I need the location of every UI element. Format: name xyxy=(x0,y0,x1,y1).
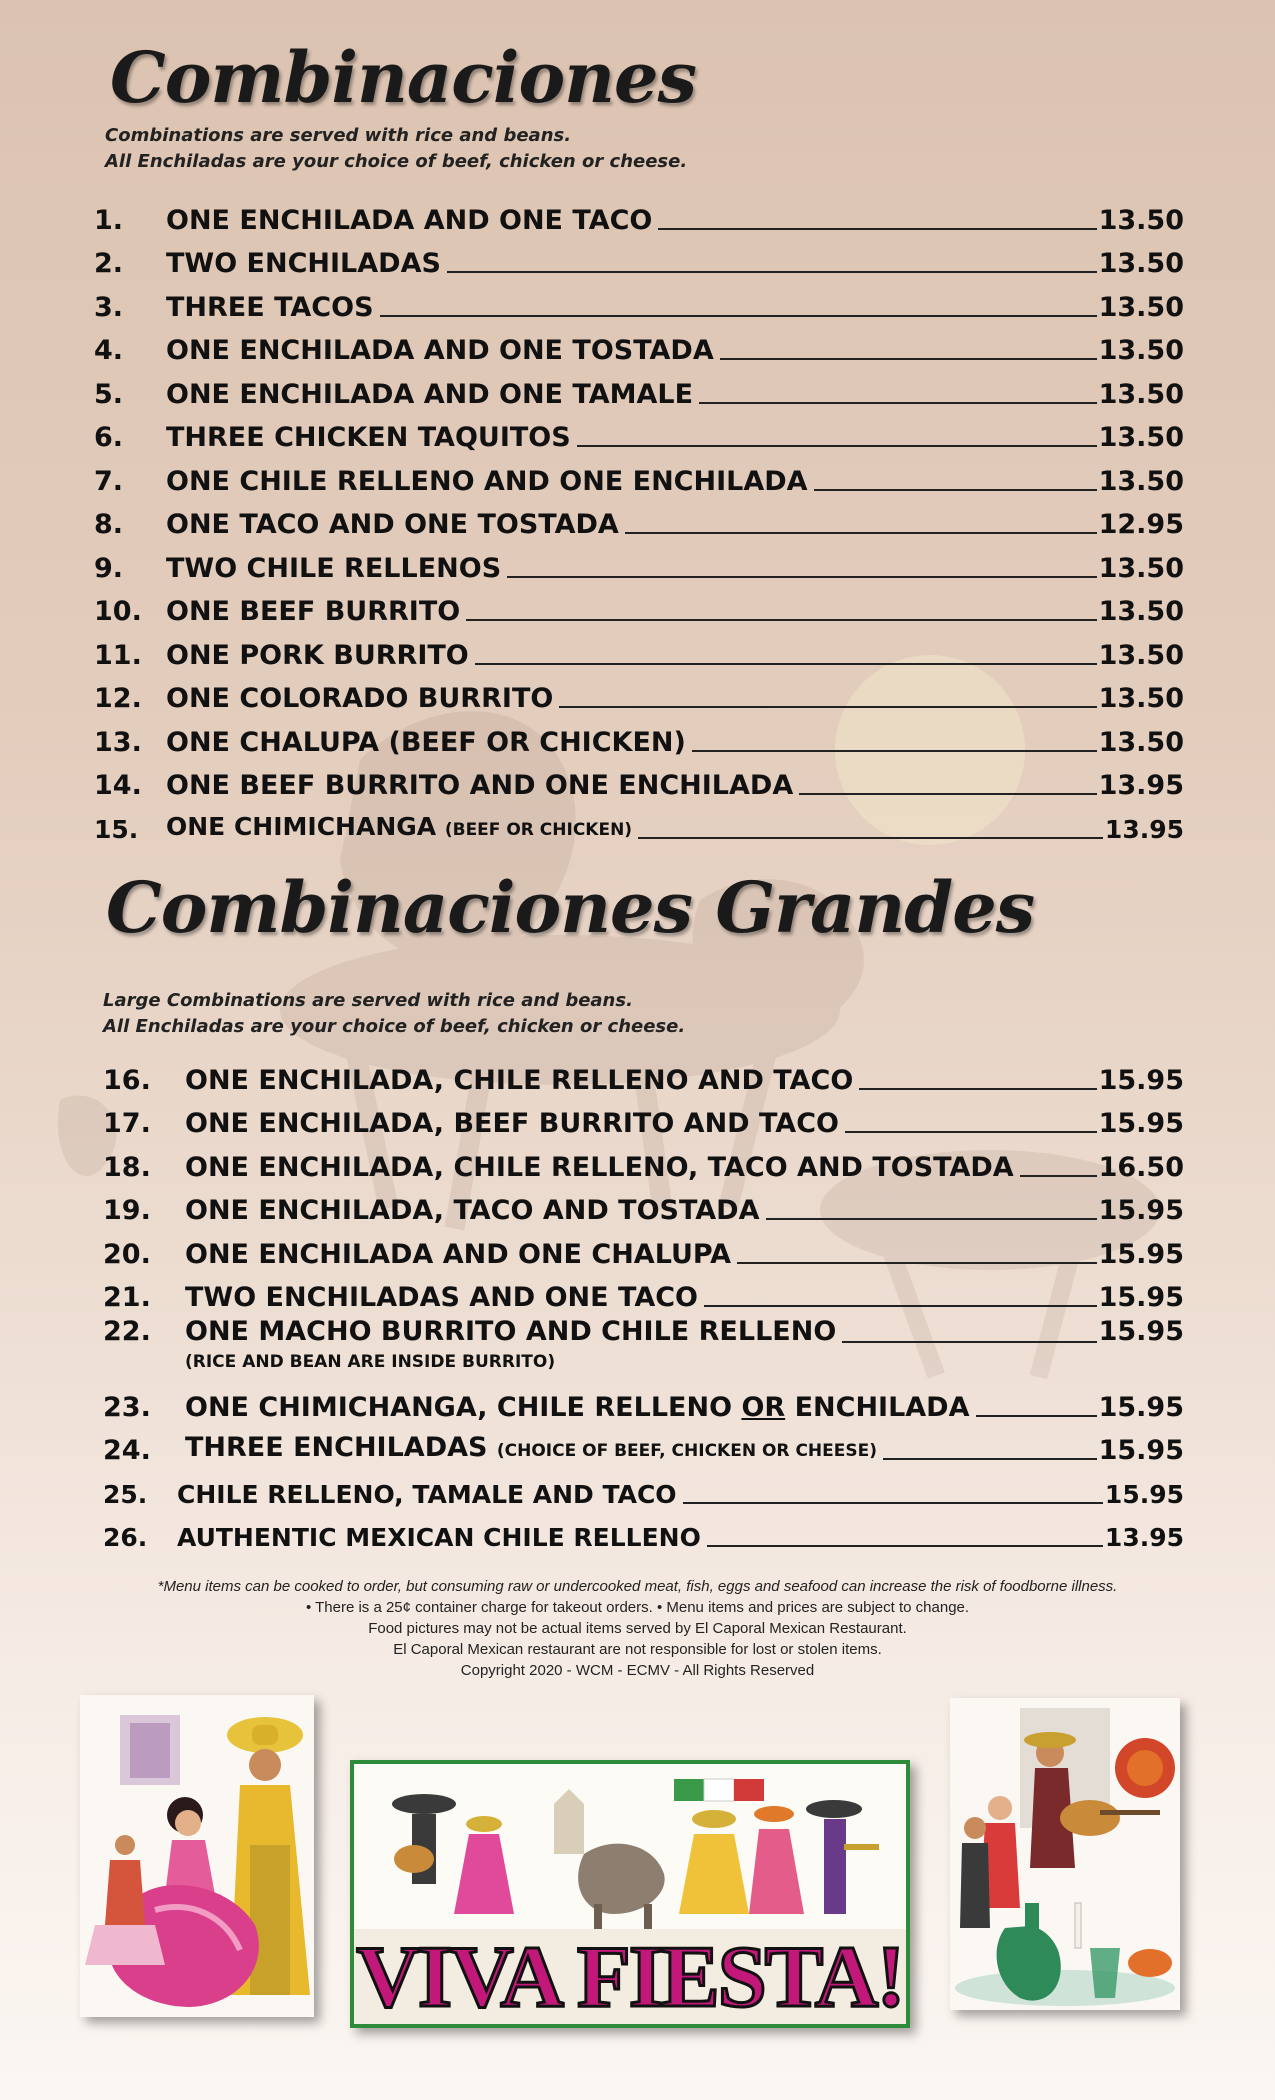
footnote-line: • There is a 25¢ container charge for takeout orders. • Menu items and prices are subject to change. xyxy=(305,1599,970,1616)
item-price: 13.95 xyxy=(1098,770,1184,801)
item-number: 7. xyxy=(94,465,124,497)
item-name: THREE TACOS xyxy=(166,291,374,323)
leader-line xyxy=(380,315,1097,317)
leader-line xyxy=(577,445,1097,447)
item-name: ONE ENCHILADA AND ONE TOSTADA xyxy=(166,335,714,366)
item-price: 15.95 xyxy=(1098,1238,1184,1270)
section-subtitle-combinaciones-grandes xyxy=(103,988,685,1040)
menu-item-row xyxy=(94,542,1184,586)
leader-line xyxy=(704,1305,1097,1307)
menu-item-row xyxy=(103,1468,1184,1512)
leader-line xyxy=(814,489,1097,491)
item-name: ONE ENCHILADA AND ONE CHALUPA xyxy=(185,1238,732,1270)
item-number: 26. xyxy=(103,1523,148,1552)
leader-line xyxy=(658,228,1096,230)
footnote-line: Food pictures may not be actual items served by El Caporal Mexican Restaurant. xyxy=(368,1620,907,1637)
item-name: ONE COLORADO BURRITO xyxy=(166,683,554,714)
menu-item-row xyxy=(94,716,1184,760)
item-sub-note: (RICE AND BEAN ARE INSIDE BURRITO) xyxy=(185,1352,556,1372)
menu-item-row xyxy=(94,325,1184,369)
item-price: 13.50 xyxy=(1098,335,1184,366)
leader-line xyxy=(683,1502,1103,1504)
item-number: 5. xyxy=(94,378,124,410)
menu-item-row xyxy=(103,1272,1184,1316)
leader-line xyxy=(559,706,1096,708)
item-number: 2. xyxy=(94,248,124,279)
item-name: ONE CHILE RELLENO AND ONE ENCHILADA xyxy=(166,465,808,497)
leader-line xyxy=(845,1131,1097,1133)
item-name: ONE ENCHILADA AND ONE TAMALE xyxy=(166,378,694,410)
item-price: 13.50 xyxy=(1098,639,1184,671)
leader-line xyxy=(699,402,1097,404)
item-name: ONE ENCHILADA, CHILE RELLENO AND TACO xyxy=(185,1064,854,1096)
item-number: 16. xyxy=(103,1064,151,1096)
menu-item-row xyxy=(94,499,1184,543)
menu-item-row xyxy=(94,760,1184,804)
subtitle-line: Combinations are served with rice and beans. xyxy=(105,125,572,146)
item-name: ONE PORK BURRITO xyxy=(166,639,469,671)
item-name: TWO ENCHILADAS xyxy=(166,248,441,279)
section-subtitle-combinaciones xyxy=(105,123,687,175)
item-number: 18. xyxy=(103,1151,151,1183)
leader-line xyxy=(766,1218,1097,1220)
menu-item-row xyxy=(94,586,1184,630)
item-price: 13.50 xyxy=(1098,422,1184,453)
viva-fiesta-title: VIVA FIESTA! xyxy=(356,1929,904,2024)
leader-line xyxy=(859,1088,1096,1090)
item-price: 15.95 xyxy=(1098,1435,1184,1466)
item-number: 25. xyxy=(103,1479,148,1509)
footnote-line: Copyright 2020 - WCM - ECMV - All Rights Reserved xyxy=(460,1662,815,1679)
item-number: 15. xyxy=(94,814,139,844)
item-name-main: ONE CHIMICHANGA xyxy=(166,811,437,841)
leader-line xyxy=(447,271,1097,273)
item-price: 15.95 xyxy=(1098,1391,1184,1423)
item-number: 14. xyxy=(94,770,142,801)
item-price: 15.95 xyxy=(1098,1195,1184,1226)
item-number: 9. xyxy=(94,552,124,584)
item-number: 11. xyxy=(94,639,142,671)
leader-line xyxy=(692,750,1097,752)
item-number: 23. xyxy=(103,1391,151,1423)
menu-item-row xyxy=(94,368,1184,412)
item-number: 3. xyxy=(94,291,124,323)
menu-item-row xyxy=(103,1315,1184,1381)
item-price: 13.50 xyxy=(1098,291,1184,323)
item-number: 10. xyxy=(94,596,142,627)
menu-item-row xyxy=(103,1228,1184,1272)
item-price: 13.50 xyxy=(1098,248,1184,279)
item-name: ONE MACHO BURRITO AND CHILE RELLENO xyxy=(185,1316,837,1347)
item-number: 19. xyxy=(103,1195,151,1226)
menu-item-row xyxy=(103,1381,1184,1425)
item-price: 13.95 xyxy=(1104,1523,1184,1552)
item-name: TWO ENCHILADAS AND ONE TACO xyxy=(185,1282,698,1313)
item-number: 1. xyxy=(94,204,124,236)
menu-footnote xyxy=(0,1576,1275,1681)
leader-line xyxy=(638,837,1103,839)
item-price: 13.50 xyxy=(1098,552,1184,584)
leader-line xyxy=(737,1262,1097,1264)
menu-item-row xyxy=(94,194,1184,238)
item-name: TWO CHILE RELLENOS xyxy=(166,552,502,584)
leader-line xyxy=(1020,1175,1097,1177)
subtitle-line: All Enchiladas are your choice of beef, chicken or cheese. xyxy=(103,1016,686,1037)
item-name: ONE CHALUPA (BEEF OR CHICKEN) xyxy=(166,726,686,758)
item-name: THREE CHICKEN TAQUITOS xyxy=(166,422,571,453)
leader-line xyxy=(625,532,1097,534)
item-name-note: (BEEF OR CHICKEN) xyxy=(444,819,633,840)
item-name-emphasis: OR xyxy=(741,1391,786,1423)
leader-line xyxy=(466,619,1096,621)
leader-line xyxy=(976,1415,1097,1417)
item-price: 13.95 xyxy=(1104,814,1184,844)
item-price: 13.50 xyxy=(1098,726,1184,758)
item-number: 17. xyxy=(103,1108,151,1139)
item-number: 24. xyxy=(103,1435,151,1466)
item-price: 12.95 xyxy=(1098,509,1184,540)
menu-item-row xyxy=(94,412,1184,456)
item-name: ONE TACO AND ONE TOSTADA xyxy=(166,509,619,540)
item-number: 8. xyxy=(94,509,124,540)
leader-line xyxy=(707,1545,1103,1547)
menu-item-row xyxy=(103,1425,1184,1469)
item-name xyxy=(166,810,632,847)
subtitle-line: Large Combinations are served with rice and beans. xyxy=(103,990,633,1011)
menu-item-row xyxy=(103,1141,1184,1185)
item-number: 6. xyxy=(94,422,124,453)
item-number: 13. xyxy=(94,726,142,758)
item-price: 15.95 xyxy=(1098,1282,1184,1313)
item-number: 12. xyxy=(94,683,142,714)
mariachi-dinner-illustration xyxy=(950,1698,1180,2010)
menu-item-row xyxy=(103,1512,1184,1556)
menu-item-row xyxy=(94,455,1184,499)
menu-item-row xyxy=(94,238,1184,282)
item-name: AUTHENTIC MEXICAN CHILE RELLENO xyxy=(177,1523,701,1552)
section-title-combinaciones: Combinaciones xyxy=(110,36,696,119)
section-title-combinaciones-grandes: Combinaciones Grandes xyxy=(106,866,1035,949)
leader-line xyxy=(799,793,1096,795)
item-price: 15.95 xyxy=(1098,1064,1184,1096)
item-price: 13.50 xyxy=(1098,378,1184,410)
item-number: 22. xyxy=(103,1316,151,1347)
item-name-part: ENCHILADA xyxy=(785,1391,970,1423)
item-name: ONE ENCHILADA, BEEF BURRITO AND TACO xyxy=(185,1108,839,1139)
menu-item-row xyxy=(94,629,1184,673)
item-price: 15.95 xyxy=(1098,1316,1184,1347)
item-name: ONE BEEF BURRITO AND ONE ENCHILADA xyxy=(166,770,794,801)
item-price: 16.50 xyxy=(1098,1151,1184,1183)
item-number: 20. xyxy=(103,1238,151,1270)
leader-line xyxy=(720,358,1097,360)
item-price: 15.95 xyxy=(1098,1108,1184,1139)
leader-line xyxy=(507,576,1096,578)
menu-item-row xyxy=(103,1054,1184,1098)
footnote-line: El Caporal Mexican restaurant are not responsible for lost or stolen items. xyxy=(393,1641,882,1658)
item-name-part: ONE CHIMICHANGA, CHILE RELLENO xyxy=(185,1391,742,1423)
combinaciones-list xyxy=(94,194,1184,847)
combinaciones-grandes-list xyxy=(103,1054,1184,1555)
menu-item-row xyxy=(103,1185,1184,1229)
item-price: 13.50 xyxy=(1098,683,1184,714)
item-price: 13.50 xyxy=(1098,204,1184,236)
item-price: 13.50 xyxy=(1098,596,1184,627)
leader-line xyxy=(883,1458,1097,1460)
item-name-note: (CHOICE OF BEEF, CHICKEN OR CHEESE) xyxy=(496,1441,877,1461)
item-number: 21. xyxy=(103,1282,151,1313)
leader-line xyxy=(842,1341,1096,1343)
item-name xyxy=(185,1431,877,1468)
viva-fiesta-banner xyxy=(350,1760,910,2028)
dancing-couple-illustration xyxy=(80,1695,314,2017)
item-name: CHILE RELLENO, TAMALE AND TACO xyxy=(177,1479,677,1509)
menu-item-row xyxy=(103,1098,1184,1142)
subtitle-line: All Enchiladas are your choice of beef, chicken or cheese. xyxy=(105,151,688,172)
leader-line xyxy=(475,663,1097,665)
item-name xyxy=(185,1391,970,1425)
item-price: 15.95 xyxy=(1104,1479,1184,1509)
menu-item-row xyxy=(94,803,1184,847)
item-price: 13.50 xyxy=(1098,465,1184,497)
item-name: ONE BEEF BURRITO xyxy=(166,596,461,627)
menu-item-row xyxy=(94,673,1184,717)
item-name: ONE ENCHILADA, CHILE RELLENO, TACO AND TOSTADA xyxy=(185,1151,1014,1183)
item-name: ONE ENCHILADA AND ONE TACO xyxy=(166,204,653,236)
item-number: 4. xyxy=(94,335,124,366)
item-name-main: THREE ENCHILADAS xyxy=(185,1432,488,1463)
menu-item-row xyxy=(94,281,1184,325)
footnote-line: *Menu items can be cooked to order, but consuming raw or undercooked meat, fish, eggs and seafood can increase the risk of foodborne illness. xyxy=(157,1578,1118,1595)
item-name: ONE ENCHILADA, TACO AND TOSTADA xyxy=(185,1195,760,1226)
